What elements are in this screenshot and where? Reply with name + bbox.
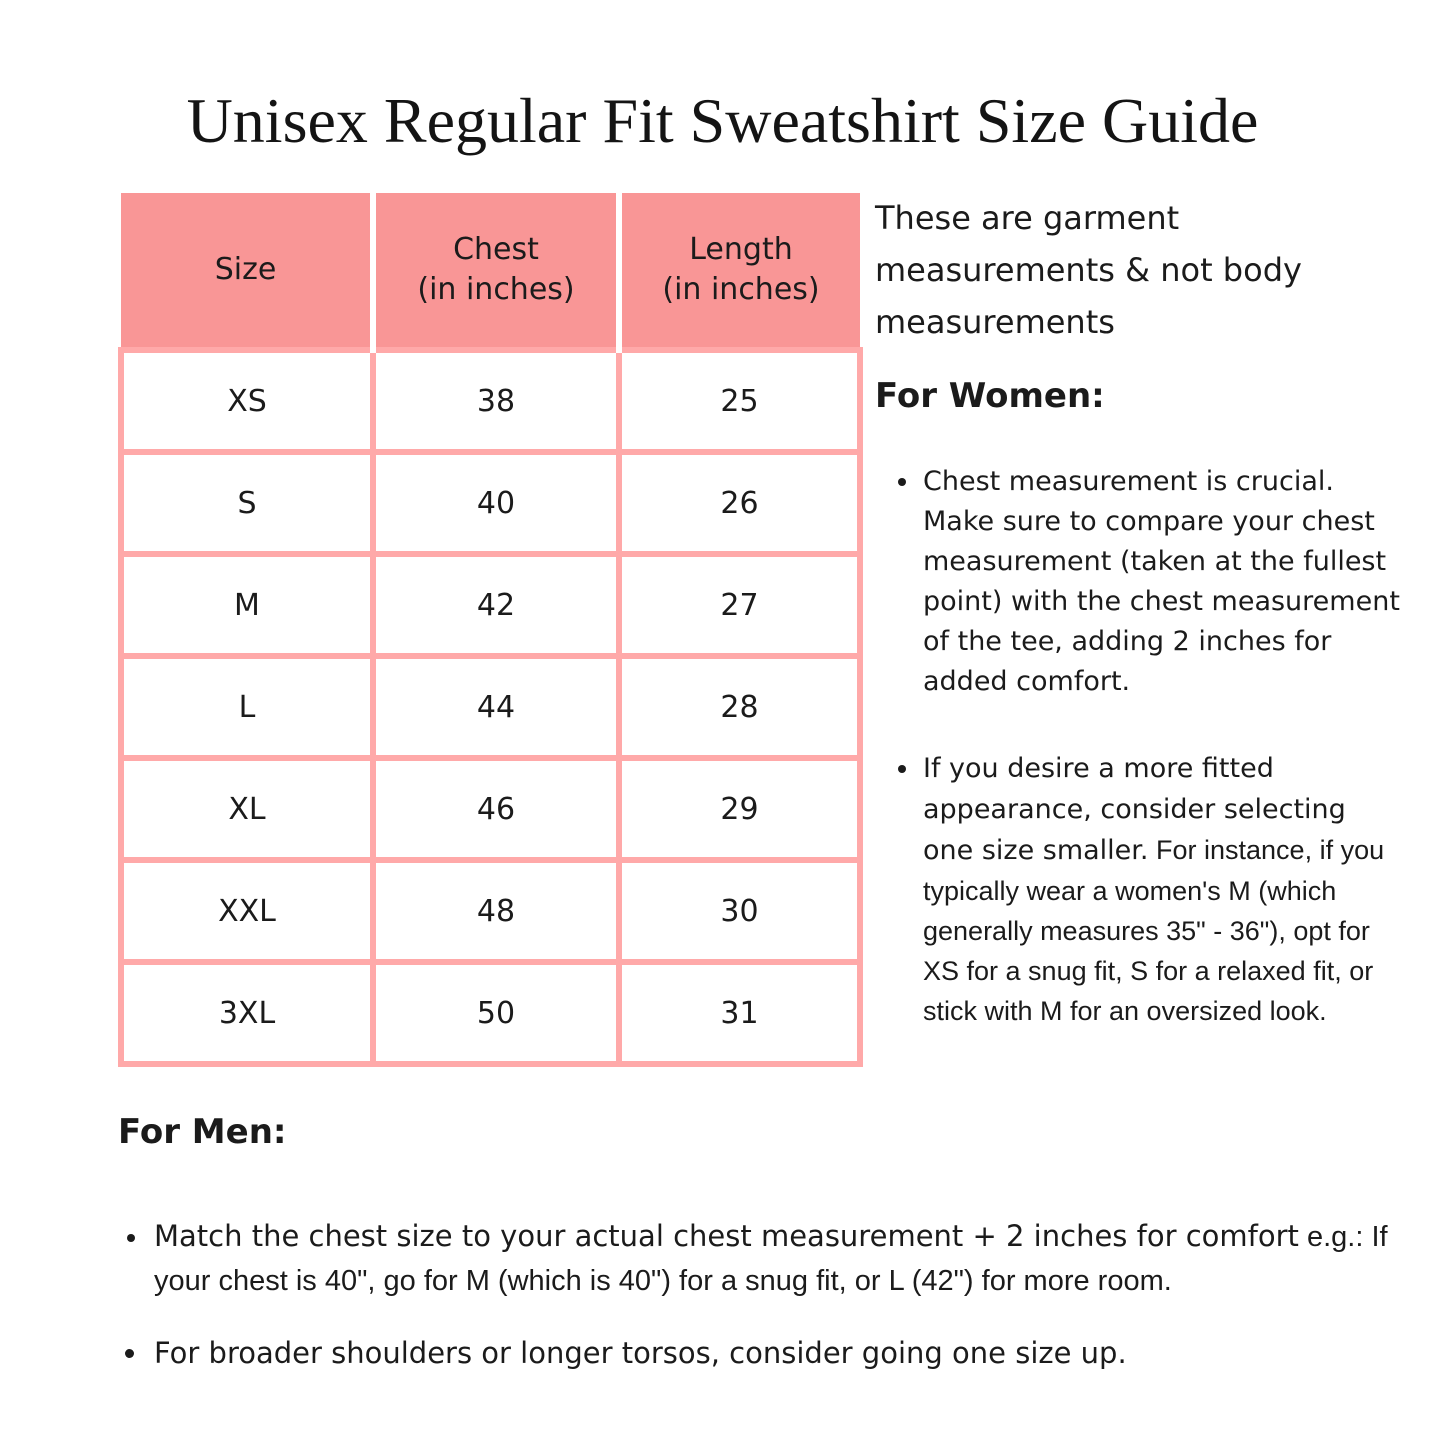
header-size-line1: Size <box>214 251 277 287</box>
table-row-m <box>121 554 860 656</box>
side-column <box>875 192 1403 1031</box>
cell-length: 31 <box>619 962 860 1064</box>
women-heading: For Women: <box>875 376 1105 416</box>
table-row-s <box>121 452 860 554</box>
cell-length: 26 <box>619 452 860 554</box>
cell-size: XS <box>121 350 373 452</box>
header-chest-line1: Chest <box>453 231 539 267</box>
cell-size: XL <box>121 758 373 860</box>
cell-size: 3XL <box>121 962 373 1064</box>
header-cell-size <box>121 193 373 350</box>
cell-length: 30 <box>619 860 860 962</box>
cell-length: 29 <box>619 758 860 860</box>
cell-chest: 50 <box>373 962 619 1064</box>
cell-chest: 48 <box>373 860 619 962</box>
header-cell-length <box>619 193 860 350</box>
cell-chest: 44 <box>373 656 619 758</box>
cell-chest: 46 <box>373 758 619 860</box>
size-table <box>118 193 863 1067</box>
header-length-line1: Length <box>689 231 793 267</box>
table-row-xxl <box>121 860 860 962</box>
page-title: Unisex Regular Fit Sweatshirt Size Guide <box>186 85 1259 156</box>
table-row-xl <box>121 758 860 860</box>
cell-chest: 40 <box>373 452 619 554</box>
men-bullet-1-rest: e.g.: If your chest is 40", go for M (which is 40") for a snug fit, or L (42") for more room. <box>154 1221 1388 1297</box>
cell-length: 28 <box>619 656 860 758</box>
women-bullet-2 <box>921 748 1403 1031</box>
men-section <box>118 1112 1388 1375</box>
cell-size: L <box>121 656 373 758</box>
men-bullet-2: • For broader shoulders or longer torsos, consider going one size up. <box>150 1331 1388 1375</box>
cell-length: 25 <box>619 350 860 452</box>
men-bullet-1 <box>150 1214 1388 1303</box>
table-row-3xl <box>121 962 860 1064</box>
women-bullet-2-rest: For instance, if you typically wear a women's M (which generally measures 35" - 36"), opt for XS for a snug fit, S for a relaxed fit, or stick with M for an oversized look. <box>923 835 1385 1026</box>
cell-length: 27 <box>619 554 860 656</box>
men-heading: For Men: <box>118 1112 287 1152</box>
header-length-line2: (in inches) <box>662 272 820 307</box>
cell-size: S <box>121 452 373 554</box>
women-bullet-1: • Chest measurement is crucial. Make sure to compare your chest measurement (taken at the fullest point) with the chest measurement of the tee, adding 2 inches for added comfort. <box>921 462 1403 702</box>
size-table-container <box>118 193 857 1067</box>
size-table-header <box>121 193 860 350</box>
men-bullet-1-lead: Match the chest size to your actual chest measurement + 2 inches for comfort <box>154 1219 1299 1253</box>
header-cell-chest <box>373 193 619 350</box>
cell-chest: 38 <box>373 350 619 452</box>
table-header-row <box>121 193 860 350</box>
cell-size: XXL <box>121 860 373 962</box>
women-bullet-2-lead: If you desire a more fitted appearance, consider selecting one size smaller. <box>923 753 1346 866</box>
table-row-xs <box>121 350 860 452</box>
header-chest-line2: (in inches) <box>417 272 575 307</box>
table-row-l <box>121 656 860 758</box>
garment-note: These are garment measurements & not body measurements <box>875 199 1302 341</box>
cell-chest: 42 <box>373 554 619 656</box>
women-bullet-list <box>875 462 1403 1031</box>
size-table-body <box>121 350 860 1064</box>
men-bullet-list <box>118 1214 1388 1375</box>
cell-size: M <box>121 554 373 656</box>
